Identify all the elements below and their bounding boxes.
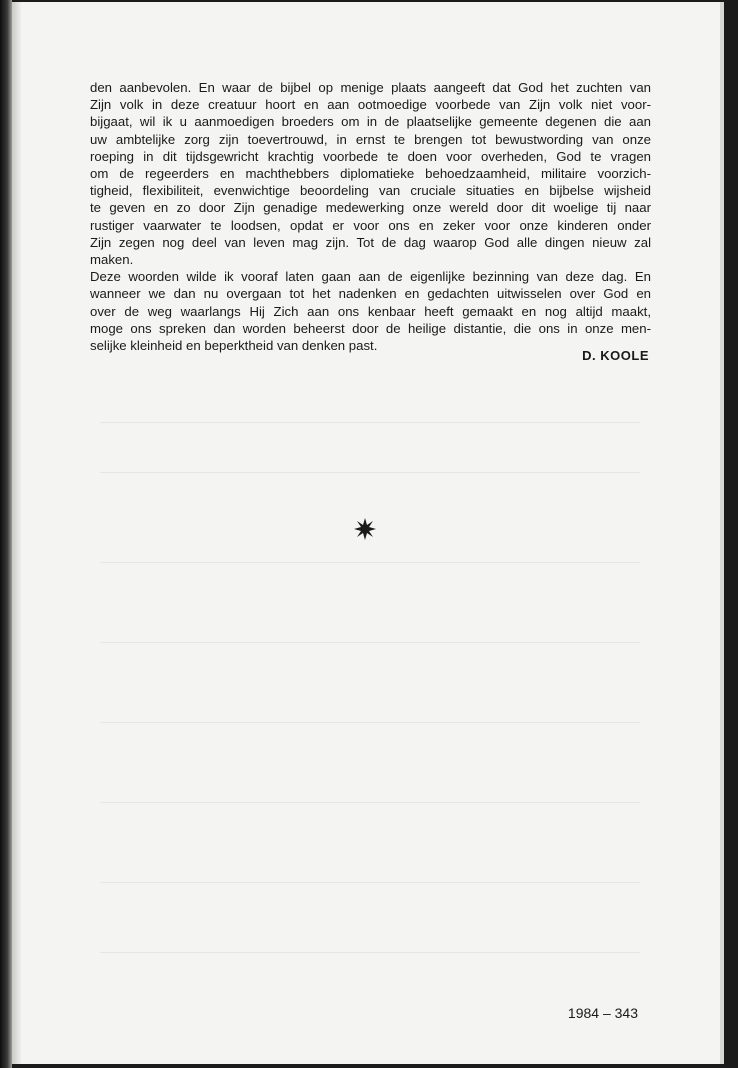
- text-line: maken.: [90, 252, 134, 268]
- author-signature: D. KOOLE: [582, 348, 649, 363]
- page-number: 1984 – 343: [567, 1005, 638, 1021]
- paragraph-1: [90, 79, 651, 268]
- text-line: wanneer we dan nu overgaan tot het nadenken en gedachten uitwisselen over God en: [90, 286, 651, 302]
- book-spine: [0, 0, 12, 1068]
- show-through-line: [100, 802, 640, 803]
- text-line: uw ambtelijke zorg zijn toevertrouwd, in ernst te brengen tot bewustwording van onze: [90, 131, 651, 147]
- show-through-line: [100, 952, 640, 953]
- text-line: moge ons spreken dan worden beheerst door de heilige distantie, die ons in onze men-: [90, 320, 651, 336]
- text-line: rustiger vaarwater te loodsen, opdat er voor ons en zeker voor onze kinderen onder: [90, 217, 651, 233]
- eight-point-star-icon: [354, 518, 376, 540]
- text-line: bijgaat, wil ik u aanmoedigen broeders om in de plaatselijke gemeente degenen die aan: [90, 114, 651, 130]
- page-gutter-shadow: [12, 2, 22, 1064]
- text-line: Zijn zegen nog deel van leven mag zijn. Tot de dag waarop God alle dingen nieuw zal: [90, 234, 651, 250]
- show-through-line: [100, 882, 640, 883]
- text-line: tigheid, flexibiliteit, evenwichtige beoordeling van cruciale situaties en bijbelse wijsheid: [90, 183, 651, 199]
- page-right-edge: [720, 2, 724, 1064]
- text-line: roeping in dit tijdsgewricht krachtig voorbede te doen voor overheden, God te vragen: [90, 148, 651, 164]
- text-line: den aanbevolen. En waar de bijbel op menige plaats aangeeft dat God het zuchten van: [90, 80, 651, 95]
- show-through-line: [100, 472, 640, 473]
- text-line: selijke kleinheid en beperktheid van denken past.: [90, 338, 378, 354]
- show-through-line: [100, 422, 640, 423]
- document-page: [12, 2, 724, 1064]
- paragraph-2: [90, 268, 651, 354]
- text-line: over de weg waarlangs Hij Zich aan ons kenbaar heeft gemaakt en nog altijd maakt,: [90, 303, 651, 319]
- show-through-line: [100, 642, 640, 643]
- text-line: om de regeerders en machthebbers diplomatieke behoedzaamheid, militaire voorzich-: [90, 166, 651, 182]
- show-through-line: [100, 562, 640, 563]
- text-line: Deze woorden wilde ik vooraf laten gaan aan de eigenlijke bezinning van deze dag. En: [90, 269, 651, 285]
- body-text: [90, 79, 651, 354]
- text-line: Zijn volk in deze creatuur hoort en aan ootmoedige voorbede van Zijn volk niet voor-: [90, 97, 651, 113]
- show-through-line: [100, 722, 640, 723]
- text-line: te geven en zo door Zijn genadige medewerking onze wereld door dit woelige tij naar: [90, 200, 651, 216]
